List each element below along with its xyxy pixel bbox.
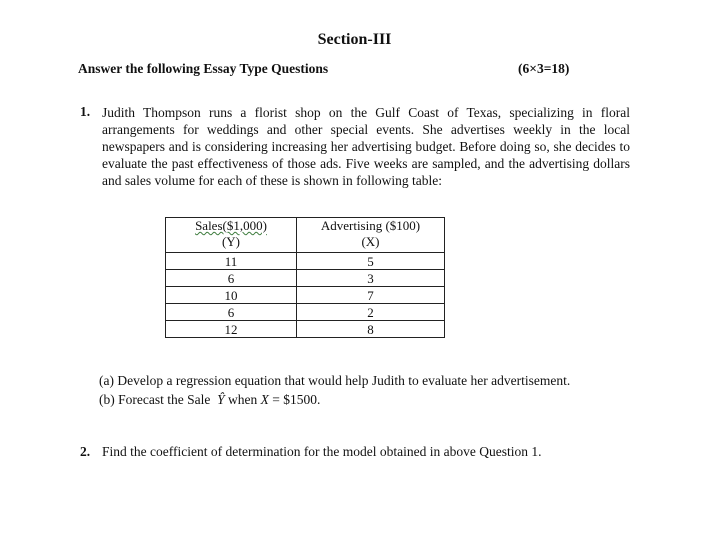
instruction-heading: Answer the following Essay Type Questions <box>78 61 329 76</box>
y-hat-symbol: Ŷ <box>217 392 225 407</box>
sales-cell: 10 <box>166 287 297 304</box>
sales-cell: 11 <box>166 253 297 270</box>
table-header-row <box>166 218 445 253</box>
sales-cell: 6 <box>166 304 297 321</box>
sales-cell: 6 <box>166 270 297 287</box>
question-1-number: 1. <box>80 104 91 119</box>
part-b-when: when <box>227 392 258 407</box>
advertising-cell: 7 <box>297 287 445 304</box>
advertising-cell: 2 <box>297 304 445 321</box>
part-b-prefix: (b) Forecast the Sale <box>99 392 211 407</box>
sales-column-header <box>166 218 297 253</box>
sales-header-label: Sales($1,000) <box>195 218 267 233</box>
advertising-header-label: Advertising ($100) <box>320 218 421 233</box>
sales-variable-label: (Y) <box>221 234 241 249</box>
advertising-cell: 5 <box>297 253 445 270</box>
advertising-variable-label: (X) <box>361 234 380 249</box>
table-row <box>166 304 445 321</box>
x-variable-symbol: X <box>260 392 269 407</box>
question-1-part-b <box>99 392 320 408</box>
question-2-text: Find the coefficient of determination for the model obtained in above Question 1. <box>102 444 542 459</box>
advertising-cell: 3 <box>297 270 445 287</box>
part-b-period: . <box>316 392 321 407</box>
question-2-number: 2. <box>80 444 91 459</box>
table-row <box>166 253 445 270</box>
advertising-cell: 8 <box>297 321 445 338</box>
part-b-equation: = $1500 <box>272 392 317 407</box>
question-1-text: Judith Thompson runs a florist shop on the Gulf Coast of Texas, specializing in floral arrangements for weddings and other special events. She advertises weekly in the local newspapers and is considering increasing her advertising budget. Before doing so, she decides to evaluate the past effectiveness of those ads. Five weeks are sampled, and the advertising dollars and sales volume for each of these is shown in following table: <box>102 105 630 188</box>
table-row <box>166 270 445 287</box>
section-title: Section-III <box>317 31 392 48</box>
table-row <box>166 287 445 304</box>
question-1-part-a: (a) Develop a regression equation that would help Judith to evaluate her advertisement. <box>99 373 571 388</box>
advertising-column-header <box>297 218 445 253</box>
marks-allocation: (6×3=18) <box>518 61 570 76</box>
sales-cell: 12 <box>166 321 297 338</box>
data-table <box>165 217 445 338</box>
table-row <box>166 321 445 338</box>
